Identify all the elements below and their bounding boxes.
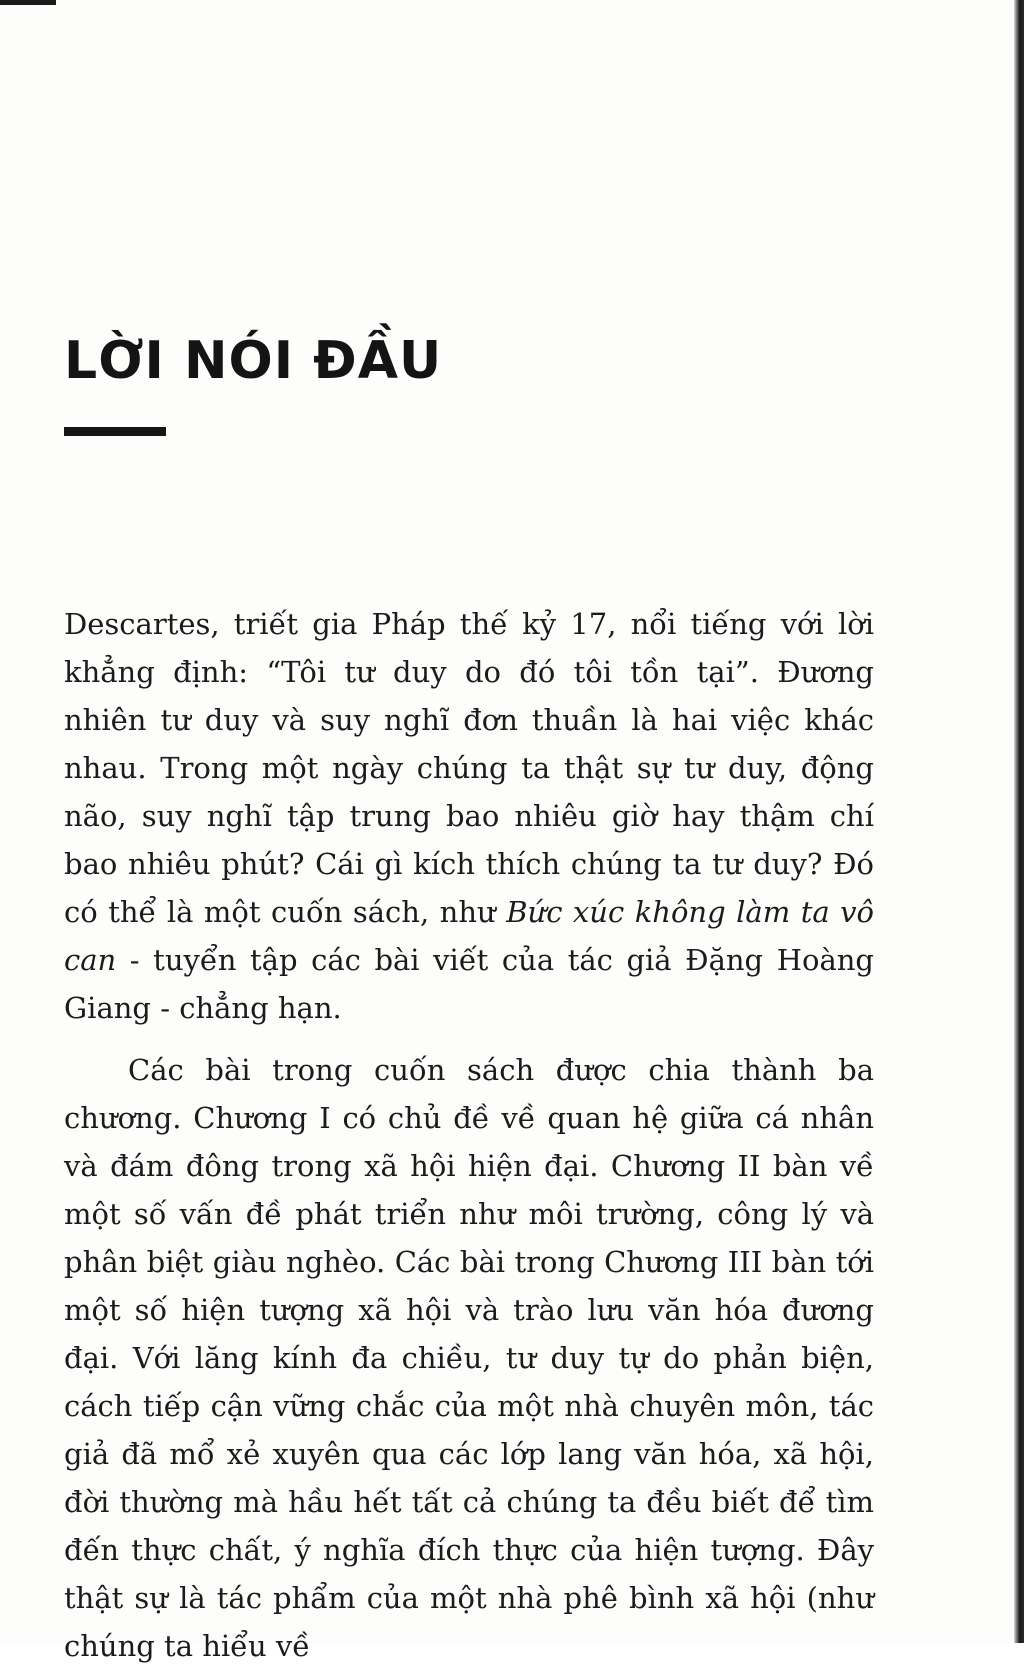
paragraph-2: Các bài trong cuốn sách được chia thành ba chương. Chương I có chủ đề về quan hệ giữa cá nhân và đám đông trong xã hội hiện đại. Chương II bàn về một số vấn đề phát triển như môi trường, công lý và phân biệt giàu nghèo. Các bài trong Chương III bàn tới một số hiện tượng xã hội và trào lưu văn hóa đương đại. Với lăng kính đa chiều, tư duy tự do phản biện, cách tiếp cận vững chắc của một nhà chuyên môn, tác giả đã mổ xẻ xuyên qua các lớp lang văn hóa, xã hội, đời thường mà hầu hết tất cả chúng ta đều biết để tìm đến thực chất, ý nghĩa đích thực của hiện tượng. Đây thật sự là tác phẩm của một nhà phê bình xã hội (như chúng ta hiểu về [64,1053,874,1663]
scan-edge-mark [0,0,56,5]
book-title-italic: Bức xúc không làm ta vô can [64,895,874,977]
paragraph-1 [64,600,874,1032]
paragraph-1-text-b: - tuyển tập các bài viết của tác giả Đặng Hoàng Giang - chẳng hạn. [64,943,874,1025]
title-underline-rule [64,427,166,436]
page-edge-shadow [1014,0,1024,1643]
paragraph-1-text-a: Descartes, triết gia Pháp thế kỷ 17, nổi tiếng với lời khẳng định: “Tôi tư duy do đó tôi tồn tại”. Đương nhiên tư duy và suy nghĩ đơn thuần là hai việc khác nhau. Trong một ngày chúng ta thật sự tư duy, động não, suy nghĩ tập trung bao nhiêu giờ hay thậm chí bao nhiêu phút? Cái gì kích thích chúng ta tư duy? Đó có thể là một cuốn sách, như [64,607,874,929]
page-title: LỜI NÓI ĐẦU [64,331,443,391]
body-text [64,600,874,1670]
